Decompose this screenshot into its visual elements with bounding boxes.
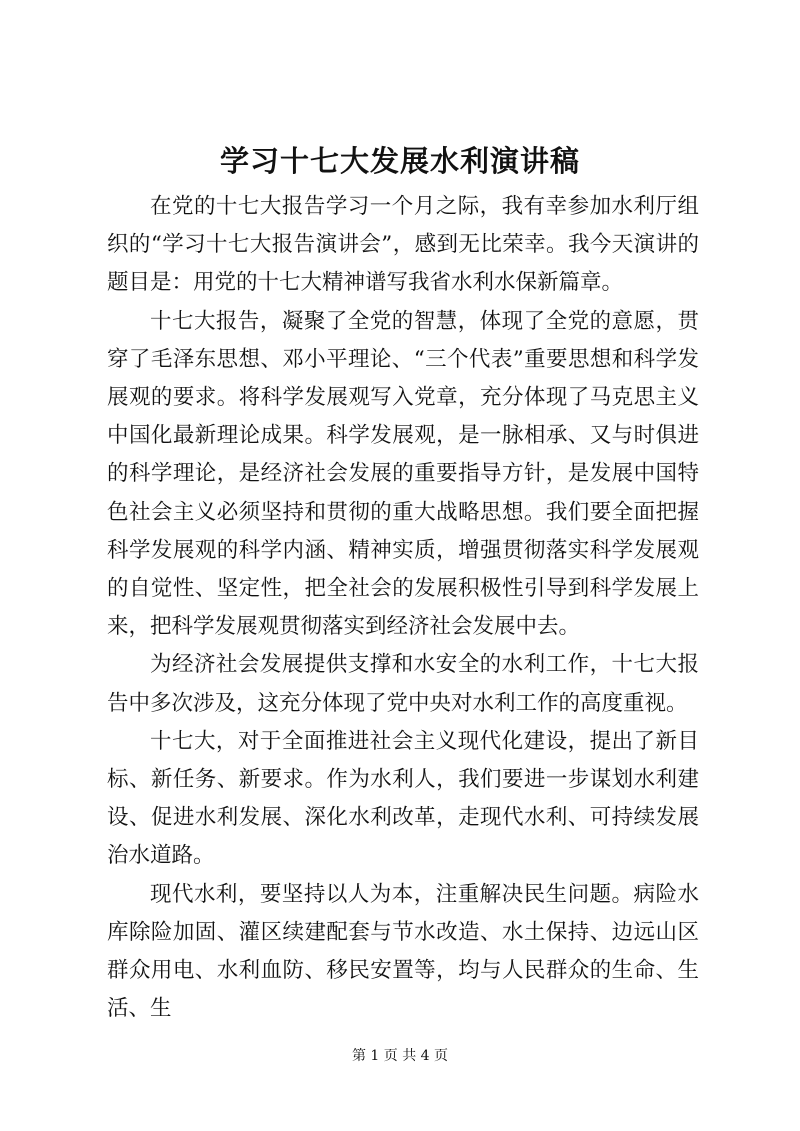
document-body: [107, 188, 699, 1028]
document-title: 学习十七大发展水利演讲稿: [219, 144, 580, 178]
page-total: 共 4 页: [402, 1048, 449, 1064]
page-number: 第 1 页: [351, 1048, 398, 1064]
paragraph: 现代水利，要坚持以人为本，注重解决民生问题。病险水库除险加固、灌区续建配套与节水改造、水土保持、边远山区群众用电、水利血防、移民安置等，均与人民群众的生命、生活、生: [107, 881, 699, 1022]
page-footer: [0, 1046, 800, 1066]
paragraph: 十七大报告，凝聚了全党的智慧，体现了全党的意愿，贯穿了毛泽东思想、邓小平理论、“三个代表”重要思想和科学发展观的要求。将科学发展观写入党章，充分体现了马克思主义中国化最新理论成果。科学发展观，是一脉相承、又与时俱进的科学理论，是经济社会发展的重要指导方针，是发展中国特色社会主义必须坚持和贯彻的重大战略思想。我们要全面把握科学发展观的科学内涵、精神实质，增强贯彻落实科学发展观的自觉性、坚定性，把全社会的发展积极性引导到科学发展上来，把科学发展观贯彻落实到经济社会发展中去。: [107, 308, 699, 640]
paragraph: 十七大，对于全面推进社会主义现代化建设，提出了新目标、新任务、新要求。作为水利人，我们要进一步谋划水利建设、促进水利发展、深化水利改革，走现代水利、可持续发展治水道路。: [107, 728, 699, 869]
paragraph: 为经济社会发展提供支撑和水安全的水利工作，十七大报告中多次涉及，这充分体现了党中央对水利工作的高度重视。: [107, 652, 699, 716]
paragraph: 在党的十七大报告学习一个月之际，我有幸参加水利厅组织的“学习十七大报告演讲会”，感到无比荣幸。我今天演讲的题目是：用党的十七大精神谱写我省水利水保新篇章。: [107, 194, 699, 296]
